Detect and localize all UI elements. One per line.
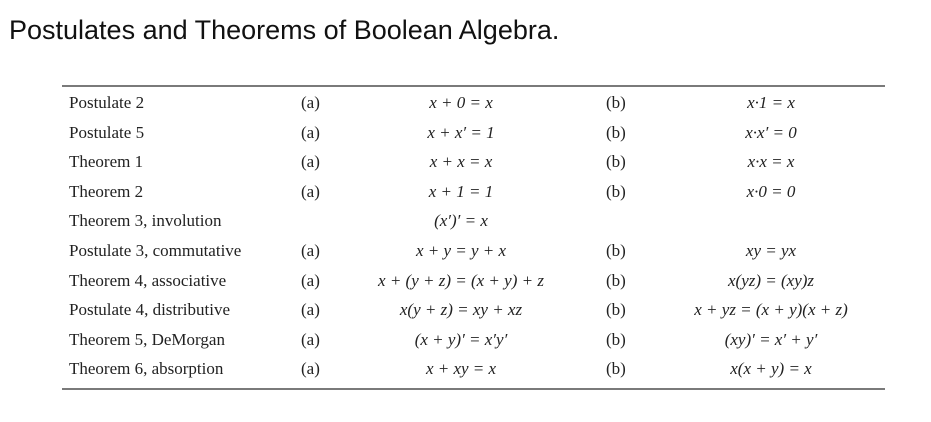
part-b-label: (b) — [606, 270, 626, 290]
table-row — [0, 354, 931, 384]
row-name: Theorem 5, DeMorgan — [69, 329, 225, 349]
part-a-label: (a) — [301, 300, 320, 320]
part-b-label: (b) — [606, 93, 626, 112]
row-name: Postulate 2 — [69, 93, 145, 112]
table-row — [0, 177, 931, 207]
part-a-formula: x + x′ = 1 — [427, 122, 495, 142]
row-name: Postulate 5 — [69, 122, 145, 142]
part-a-formula: (x + y)′ = x′y′ — [414, 329, 508, 349]
row-name: Theorem 6, absorption — [69, 359, 224, 379]
table-row — [0, 206, 931, 236]
table-row — [0, 295, 931, 325]
part-b-formula — [642, 206, 900, 236]
part-b-label: (b) — [606, 122, 626, 142]
page-title: Postulates and Theorems of Boolean Algebra. — [9, 15, 560, 45]
part-a-label: (a) — [301, 270, 320, 290]
table-row — [0, 118, 931, 148]
table-row — [0, 88, 931, 118]
row-name: Theorem 1 — [69, 152, 144, 172]
table-bottom-rule — [62, 388, 885, 390]
part-b-label: (b) — [606, 240, 626, 260]
row-name: Theorem 4, associative — [69, 270, 227, 290]
part-b-label: (b) — [606, 359, 626, 379]
part-a-label: (a) — [301, 152, 320, 172]
boolean-algebra-table — [0, 88, 931, 384]
part-a-formula: x + 0 = x — [429, 93, 493, 112]
part-b-formula: x·1 = x — [747, 93, 795, 112]
part-a-formula: (x′)′ = x — [434, 211, 488, 231]
part-a-formula: x + (y + z) = (x + y) + z — [378, 270, 544, 290]
table-row — [0, 266, 931, 296]
part-b-formula: xy = yx — [745, 240, 797, 260]
part-b-label: (b) — [606, 300, 626, 320]
part-a-label: (a) — [301, 181, 320, 201]
part-b-label — [606, 206, 632, 236]
part-a-label — [301, 206, 325, 236]
part-b-label: (b) — [606, 329, 626, 349]
part-a-formula: x + y = y + x — [415, 240, 507, 260]
part-a-label: (a) — [301, 122, 320, 142]
part-a-label: (a) — [301, 240, 320, 260]
table-top-rule — [62, 85, 885, 87]
part-b-formula: x(x + y) = x — [730, 359, 812, 379]
table-row — [0, 147, 931, 177]
part-b-formula: x + yz = (x + y)(x + z) — [694, 300, 848, 320]
row-name: Postulate 4, distributive — [69, 300, 231, 320]
part-a-label: (a) — [301, 93, 320, 112]
part-b-label: (b) — [606, 152, 626, 172]
part-a-formula: x + xy = x — [425, 359, 497, 379]
part-b-formula: (xy)′ = x′ + y′ — [724, 329, 818, 349]
table-row — [0, 236, 931, 266]
part-b-formula: x·0 = 0 — [746, 181, 796, 201]
part-a-formula: x + 1 = 1 — [428, 181, 494, 201]
row-name: Theorem 2 — [69, 181, 144, 201]
part-b-formula: x·x′ = 0 — [745, 122, 797, 142]
row-name: Theorem 3, involution — [69, 211, 222, 231]
part-b-formula: x·x = x — [747, 152, 795, 172]
row-name: Postulate 3, commutative — [69, 240, 242, 260]
part-a-label: (a) — [301, 329, 320, 349]
part-b-formula: x(yz) = (xy)z — [727, 270, 815, 290]
table-row — [0, 325, 931, 355]
part-a-formula: x(y + z) = xy + xz — [399, 300, 523, 320]
part-a-formula: x + x = x — [429, 152, 493, 172]
part-b-label: (b) — [606, 181, 626, 201]
part-a-label: (a) — [301, 359, 320, 379]
